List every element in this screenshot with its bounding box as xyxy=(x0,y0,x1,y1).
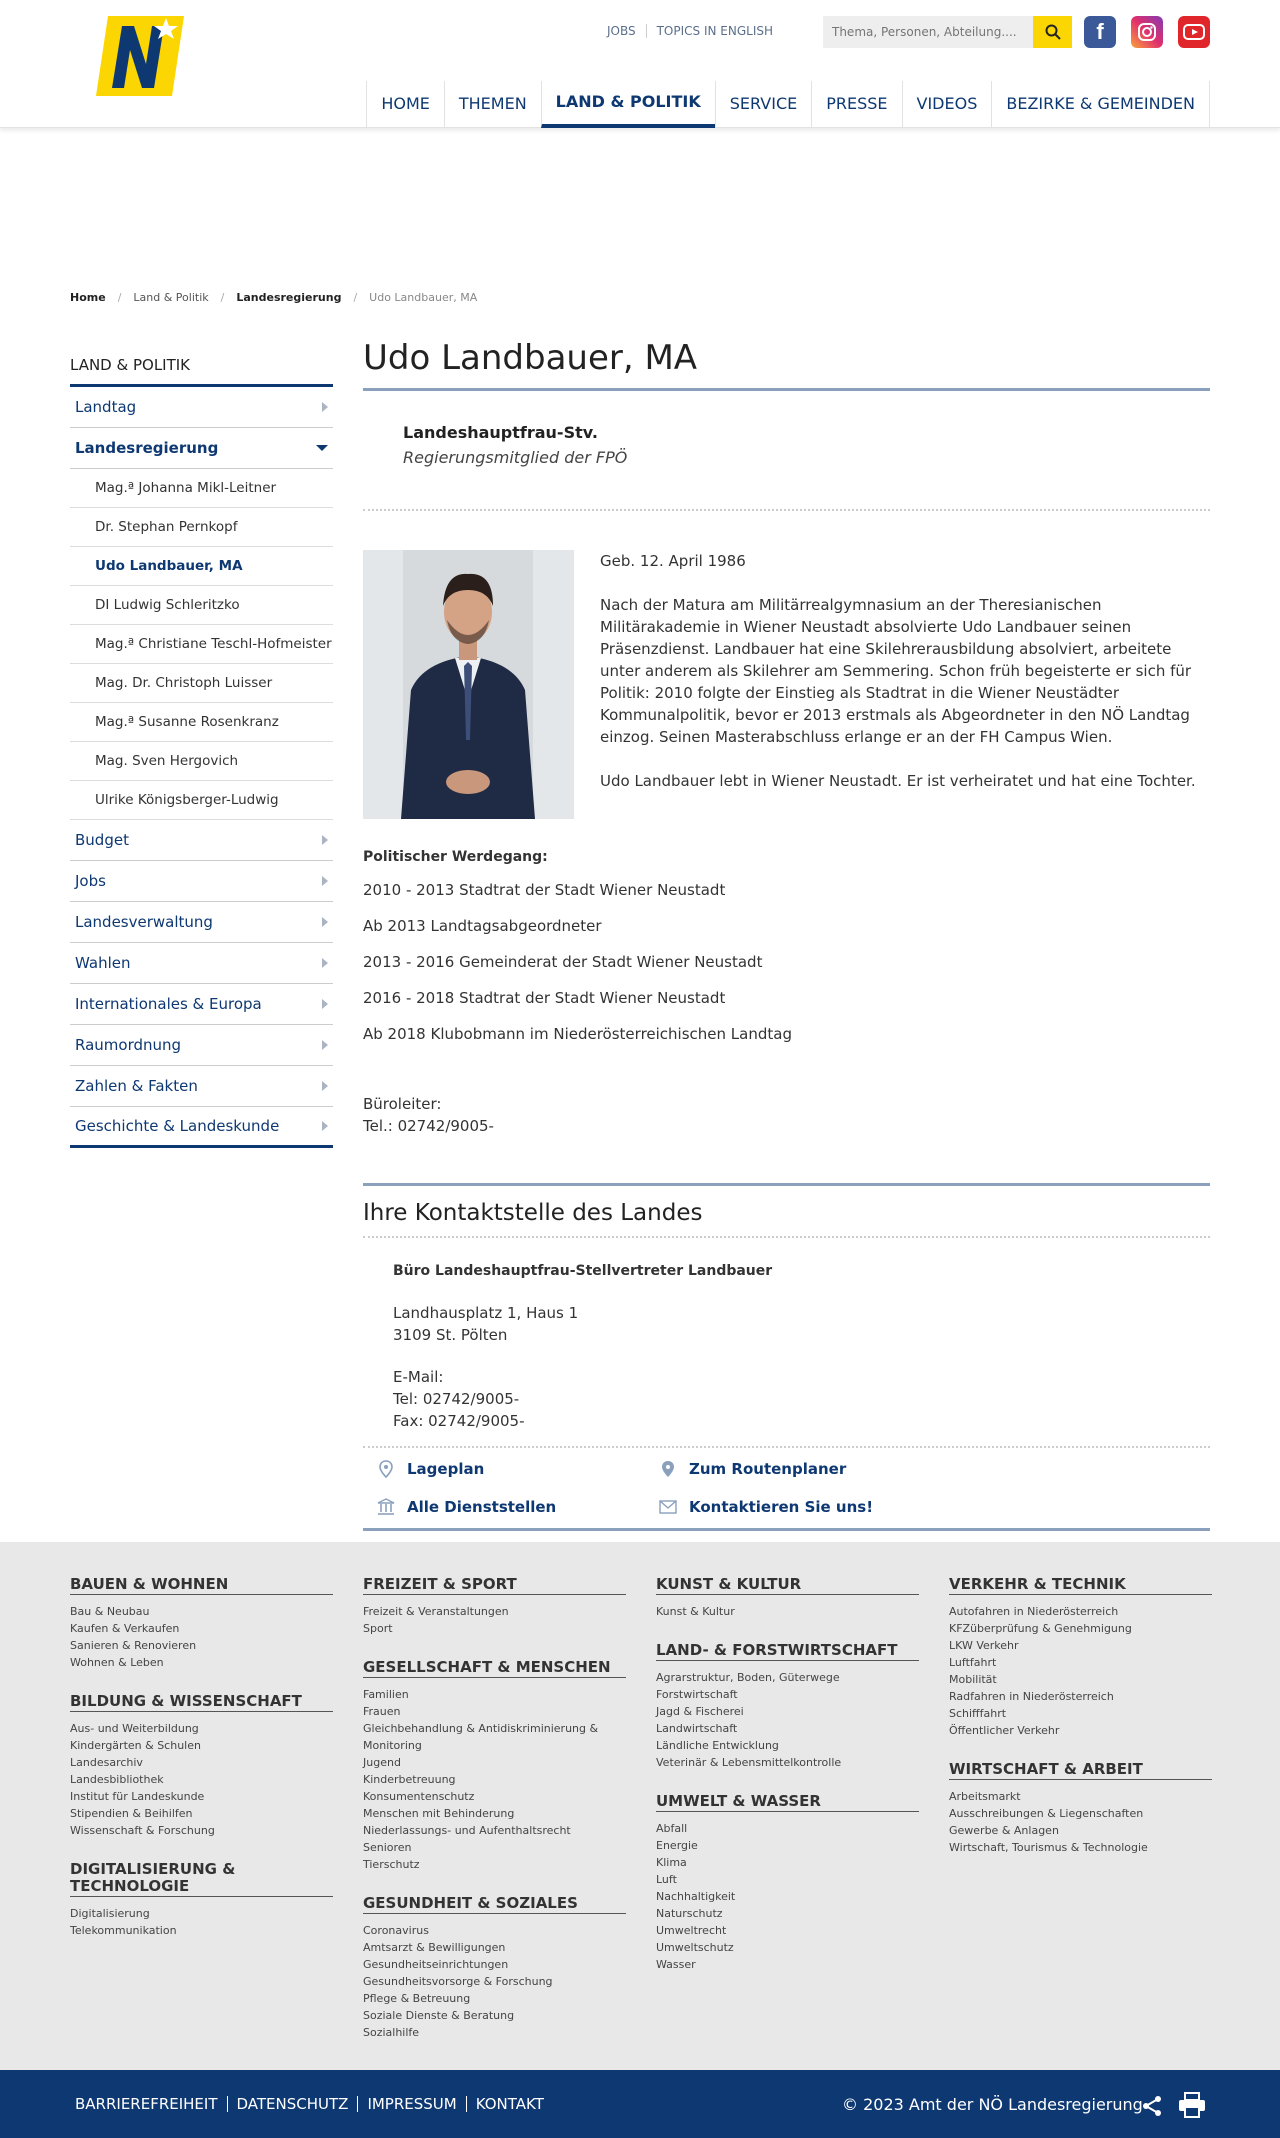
office-tel: Tel.: 02742/9005- xyxy=(363,1117,494,1135)
footer-link[interactable]: Gewerbe & Anlagen xyxy=(949,1824,1059,1837)
bottom-bar xyxy=(0,2070,1280,2138)
birth-date: Geb. 12. April 1986 xyxy=(600,552,746,570)
contact-city: 3109 St. Pölten xyxy=(393,1326,508,1344)
career-item: Ab 2013 Landtagsabgeordneter xyxy=(363,917,602,935)
contact-body xyxy=(363,1238,1210,1448)
main-nav xyxy=(366,81,1210,128)
bio-section xyxy=(363,550,1210,819)
footer-link[interactable]: KFZüberprüfung & Genehmigung xyxy=(949,1622,1132,1635)
footer-heading[interactable]: UMWELT & WASSER xyxy=(656,1793,919,1812)
office-info xyxy=(363,1093,1210,1137)
copyright: © 2023 Amt der NÖ Landesregierung xyxy=(842,2095,1143,2114)
breadcrumb: Home / Land & Politik / Landesregierung / Udo Landbauer, MA xyxy=(70,291,478,304)
sidebar-subitem[interactable]: Mag.ª Christiane Teschl-Hofmeister xyxy=(70,625,333,664)
career-item: Ab 2018 Klubobmann im Niederösterreichischen Landtag xyxy=(363,1025,792,1043)
bio-paragraph: Nach der Matura am Militärrealgymnasium an der Theresianischen Militärakademie in Wiener Neustadt absolvierte Udo Landbauer seinen Präsenzdienst. Landbauer hat eine Skilehrerausbildung absolviert, arbeitete unter anderem als Skilehrer am Semmering. Schon früh begeisterte er sich für Politik: 2010 folgte der Einstieg als Stadtrat in die Wiener Neustädter Kommunalpolitik, bevor er 2013 erstmals als Abgeordneter in den NÖ Landtag einzog. Seinen Masterabschluss erlange er an der FH Campus Wien. xyxy=(600,596,1192,746)
party-affiliation: Regierungsmitglied der FPÖ xyxy=(403,448,628,467)
footer-link[interactable]: Landesarchiv xyxy=(70,1756,143,1769)
nav-land-politik[interactable]: LAND & POLITIK xyxy=(541,81,715,128)
footer-link[interactable]: Niederlassungs- und Aufenthaltsrecht xyxy=(363,1824,571,1837)
footer-link[interactable]: Sport xyxy=(363,1622,393,1635)
page-title: Udo Landbauer, MA xyxy=(363,338,1210,391)
map-pin-icon xyxy=(377,1460,395,1478)
contact-email[interactable]: E-Mail: xyxy=(393,1368,444,1386)
sidebar-subitem[interactable]: Mag.ª Johanna Mikl-Leitner xyxy=(70,469,333,508)
chevron-right-icon xyxy=(322,402,328,412)
footer-link[interactable]: Kindergärten & Schulen xyxy=(70,1739,201,1752)
chevron-down-icon xyxy=(316,445,328,451)
sidebar-item-landesverwaltung[interactable]: Landesverwaltung xyxy=(70,902,333,943)
footer-heading[interactable]: DIGITALISIERUNG & TECHNOLOGIE xyxy=(70,1861,333,1897)
contact-heading: Ihre Kontaktstelle des Landes xyxy=(363,1200,1210,1238)
role-title: Landeshauptfrau-Stv. xyxy=(403,423,598,442)
footer-link[interactable]: Gesundheitseinrichtungen xyxy=(363,1958,509,1971)
footer-link[interactable]: Sozialhilfe xyxy=(363,2026,420,2039)
bio-text xyxy=(600,550,1210,819)
footer-link[interactable]: Luft xyxy=(656,1873,677,1886)
dienststellen-link[interactable]: Alle Dienststellen xyxy=(377,1498,659,1516)
nav-themen[interactable]: THEMEN xyxy=(444,81,541,128)
footer-link[interactable]: Menschen mit Behinderung xyxy=(363,1807,515,1820)
barrierefreiheit-link[interactable]: BARRIEREFREIHEIT xyxy=(75,2095,218,2113)
contact-tel: Tel: 02742/9005- xyxy=(393,1390,520,1408)
career-item: 2010 - 2013 Stadtrat der Stadt Wiener Neustadt xyxy=(363,881,726,899)
main-content xyxy=(363,338,1210,1565)
footer-link[interactable]: Nachhaltigkeit xyxy=(656,1890,736,1903)
footer-link[interactable]: Agrarstruktur, Boden, Güterwege xyxy=(656,1671,840,1684)
sidebar-item-landtag[interactable]: Landtag xyxy=(70,387,333,428)
footer-column xyxy=(363,1576,626,2063)
footer-heading[interactable]: LAND- & FORSTWIRTSCHAFT xyxy=(656,1642,919,1661)
jobs-link[interactable]: JOBS xyxy=(606,24,636,38)
footer-link[interactable]: Stipendien & Beihilfen xyxy=(70,1807,193,1820)
chevron-right-icon xyxy=(322,917,328,927)
top-links xyxy=(597,24,783,38)
footer-link[interactable]: Amtsarzt & Bewilligungen xyxy=(363,1941,506,1954)
footer-heading[interactable]: BAUEN & WOHNEN xyxy=(70,1576,333,1595)
footer-link[interactable]: Luftfahrt xyxy=(949,1656,997,1669)
footer-link[interactable]: Wohnen & Leben xyxy=(70,1656,164,1669)
sidebar-item-landesregierung[interactable]: Landesregierung xyxy=(70,428,333,469)
footer-heading[interactable]: GESELLSCHAFT & MENSCHEN xyxy=(363,1659,626,1678)
footer-link[interactable]: Umweltrecht xyxy=(656,1924,727,1937)
footer-link[interactable]: Schifffahrt xyxy=(949,1707,1007,1720)
role-box xyxy=(363,391,1210,511)
footer-link[interactable]: Energie xyxy=(656,1839,698,1852)
career-item: 2016 - 2018 Stadtrat der Stadt Wiener Neustadt xyxy=(363,989,726,1007)
footer-link[interactable]: Institut für Landeskunde xyxy=(70,1790,205,1803)
chevron-right-icon xyxy=(322,999,328,1009)
chevron-right-icon xyxy=(322,835,328,845)
portrait-photo xyxy=(363,550,574,819)
map-pin-icon xyxy=(659,1460,677,1478)
footer-link[interactable]: Senioren xyxy=(363,1841,412,1854)
footer-link[interactable]: Gesundheitsvorsorge & Forschung xyxy=(363,1975,553,1988)
career-heading: Politischer Werdegang: xyxy=(363,849,548,865)
footer-link[interactable]: Ländliche Entwicklung xyxy=(656,1739,779,1752)
search-button[interactable] xyxy=(1033,16,1072,48)
facebook-icon[interactable]: f xyxy=(1084,16,1116,48)
footer-link[interactable]: Wissenschaft & Forschung xyxy=(70,1824,215,1837)
chevron-right-icon xyxy=(322,958,328,968)
footer-link[interactable]: Arbeitsmarkt xyxy=(949,1790,1021,1803)
footer-link[interactable]: Forstwirtschaft xyxy=(656,1688,738,1701)
footer-link[interactable]: Mobilität xyxy=(949,1673,997,1686)
footer-link[interactable]: Frauen xyxy=(363,1705,401,1718)
noe-logo[interactable] xyxy=(96,16,184,96)
footer-links xyxy=(0,1542,1280,2070)
footer-link[interactable]: Wasser xyxy=(656,1958,696,1971)
footer-link[interactable]: Telekommunikation xyxy=(70,1924,177,1937)
sidebar-item-wahlen[interactable]: Wahlen xyxy=(70,943,333,984)
footer-link[interactable]: Konsumentenschutz xyxy=(363,1790,475,1803)
contact-office-name: Büro Landeshauptfrau-Stellvertreter Landbauer xyxy=(393,1263,773,1279)
footer-link[interactable]: Digitalisierung xyxy=(70,1907,150,1920)
sidebar-subitem[interactable]: DI Ludwig Schleritzko xyxy=(70,586,333,625)
footer-link[interactable]: Aus- und Weiterbildung xyxy=(70,1722,199,1735)
sidebar-subitem[interactable]: Mag.ª Susanne Rosenkranz xyxy=(70,703,333,742)
nav-videos[interactable]: VIDEOS xyxy=(902,81,992,128)
sidebar xyxy=(70,356,333,1148)
footer-link[interactable]: Gleichbehandlung & Antidiskriminierung & Monitoring xyxy=(363,1722,599,1752)
nav-bezirke-gemeinden[interactable]: BEZIRKE & GEMEINDEN xyxy=(991,81,1210,128)
sidebar-item-jobs[interactable]: Jobs xyxy=(70,861,333,902)
footer-link[interactable]: Freizeit & Veranstaltungen xyxy=(363,1605,509,1618)
lageplan-link[interactable]: Lageplan xyxy=(377,1460,659,1478)
sidebar-item-geschichte[interactable]: Geschichte & Landeskunde xyxy=(70,1107,333,1148)
kontakt-link[interactable]: KONTAKT xyxy=(466,2096,553,2112)
footer-link[interactable]: Klima xyxy=(656,1856,687,1869)
footer-link[interactable]: Naturschutz xyxy=(656,1907,723,1920)
sidebar-subitem-active[interactable]: Udo Landbauer, MA xyxy=(70,547,333,586)
footer-heading[interactable]: BILDUNG & WISSENSCHAFT xyxy=(70,1693,333,1712)
career-item: 2013 - 2016 Gemeinderat der Stadt Wiener Neustadt xyxy=(363,953,763,971)
sidebar-item-raumordnung[interactable]: Raumordnung xyxy=(70,1025,333,1066)
footer-link[interactable]: Tierschutz xyxy=(363,1858,420,1871)
chevron-right-icon xyxy=(322,876,328,886)
footer-link[interactable]: Kunst & Kultur xyxy=(656,1605,735,1618)
nav-home[interactable]: HOME xyxy=(366,81,444,128)
share-icon[interactable] xyxy=(1141,2095,1163,2121)
search-icon xyxy=(1045,24,1061,40)
footer-link[interactable]: Sanieren & Renovieren xyxy=(70,1639,197,1652)
contact-fax: Fax: 02742/9005- xyxy=(393,1412,525,1430)
search-input[interactable] xyxy=(823,16,1033,48)
footer-link[interactable]: Radfahren in Niederösterreich xyxy=(949,1690,1114,1703)
instagram-icon[interactable] xyxy=(1131,16,1163,48)
footer-link[interactable]: Pflege & Betreuung xyxy=(363,1992,471,2005)
footer-link[interactable]: Umweltschutz xyxy=(656,1941,734,1954)
impressum-link[interactable]: IMPRESSUM xyxy=(357,2096,465,2112)
footer-link[interactable]: Jagd & Fischerei xyxy=(656,1705,744,1718)
footer-link[interactable]: Jugend xyxy=(363,1756,401,1769)
footer-column xyxy=(70,1576,333,1961)
youtube-icon[interactable] xyxy=(1178,16,1210,48)
footer-link[interactable]: Wirtschaft, Tourismus & Technologie xyxy=(949,1841,1148,1854)
breadcrumb-home[interactable]: Home xyxy=(70,291,106,304)
sidebar-item-budget[interactable]: Budget xyxy=(70,820,333,861)
footer-link[interactable]: Autofahren in Niederösterreich xyxy=(949,1605,1119,1618)
footer-link[interactable]: Veterinär & Lebensmittelkontrolle xyxy=(656,1756,842,1769)
footer-heading[interactable]: FREIZEIT & SPORT xyxy=(363,1576,626,1595)
contact-links xyxy=(363,1448,1210,1531)
legal-links xyxy=(70,2096,553,2112)
footer-column xyxy=(949,1576,1212,1878)
footer-heading[interactable]: KUNST & KULTUR xyxy=(656,1576,919,1595)
footer-heading[interactable]: WIRTSCHAFT & ARBEIT xyxy=(949,1761,1212,1780)
sidebar-item-zahlen-fakten[interactable]: Zahlen & Fakten xyxy=(70,1066,333,1107)
footer-heading[interactable]: VERKEHR & TECHNIK xyxy=(949,1576,1212,1595)
footer-link[interactable]: Abfall xyxy=(656,1822,688,1835)
print-icon[interactable] xyxy=(1178,2092,1206,2122)
site-header xyxy=(0,0,1280,128)
footer-link[interactable]: Kaufen & Verkaufen xyxy=(70,1622,180,1635)
bio-paragraph: Udo Landbauer lebt in Wiener Neustadt. Er ist verheiratet und hat eine Tochter. xyxy=(600,772,1196,790)
footer-column xyxy=(656,1576,919,1995)
footer-link[interactable]: Öffentlicher Verkehr xyxy=(949,1724,1060,1737)
building-icon xyxy=(377,1498,395,1516)
datenschutz-link[interactable]: DATENSCHUTZ xyxy=(227,2096,358,2112)
office-lead: Büroleiter: xyxy=(363,1095,442,1113)
sidebar-subitem[interactable]: Mag. Dr. Christoph Luisser xyxy=(70,664,333,703)
breadcrumb-landesregierung[interactable]: Landesregierung xyxy=(236,291,342,304)
contact-street: Landhausplatz 1, Haus 1 xyxy=(393,1304,579,1322)
routenplaner-link[interactable]: Zum Routenplaner xyxy=(659,1460,941,1478)
footer-link[interactable]: Landesbibliothek xyxy=(70,1773,164,1786)
footer-link[interactable]: Landwirtschaft xyxy=(656,1722,738,1735)
footer-heading[interactable]: GESUNDHEIT & SOZIALES xyxy=(363,1895,626,1914)
topics-in-english-link[interactable]: TOPICS IN ENGLISH xyxy=(646,24,783,38)
nav-service[interactable]: SERVICE xyxy=(715,81,811,128)
sidebar-subitem[interactable]: Ulrike Königsberger-Ludwig xyxy=(70,781,333,820)
mail-icon xyxy=(659,1498,677,1516)
career-section xyxy=(363,849,1210,1043)
nav-presse[interactable]: PRESSE xyxy=(811,81,901,128)
footer-link[interactable]: Bau & Neubau xyxy=(70,1605,150,1618)
chevron-right-icon xyxy=(322,1081,328,1091)
footer-link[interactable]: Soziale Dienste & Beratung xyxy=(363,2009,515,2022)
sidebar-item-internationales[interactable]: Internationales & Europa xyxy=(70,984,333,1025)
footer-link[interactable]: Kinderbetreuung xyxy=(363,1773,456,1786)
chevron-right-icon xyxy=(322,1040,328,1050)
contact-section xyxy=(363,1183,1210,1531)
breadcrumb-current: Udo Landbauer, MA xyxy=(369,291,478,304)
sidebar-title: LAND & POLITIK xyxy=(70,356,333,387)
breadcrumb-land-politik[interactable]: Land & Politik xyxy=(133,291,209,304)
sidebar-subitem[interactable]: Dr. Stephan Pernkopf xyxy=(70,508,333,547)
chevron-right-icon xyxy=(322,1121,328,1131)
footer-link[interactable]: Ausschreibungen & Liegenschaften xyxy=(949,1807,1144,1820)
kontakt-link[interactable]: Kontaktieren Sie uns! xyxy=(659,1498,941,1516)
footer-link[interactable]: Familien xyxy=(363,1688,409,1701)
sidebar-subitem[interactable]: Mag. Sven Hergovich xyxy=(70,742,333,781)
footer-link[interactable]: LKW Verkehr xyxy=(949,1639,1019,1652)
footer-link[interactable]: Coronavirus xyxy=(363,1924,429,1937)
